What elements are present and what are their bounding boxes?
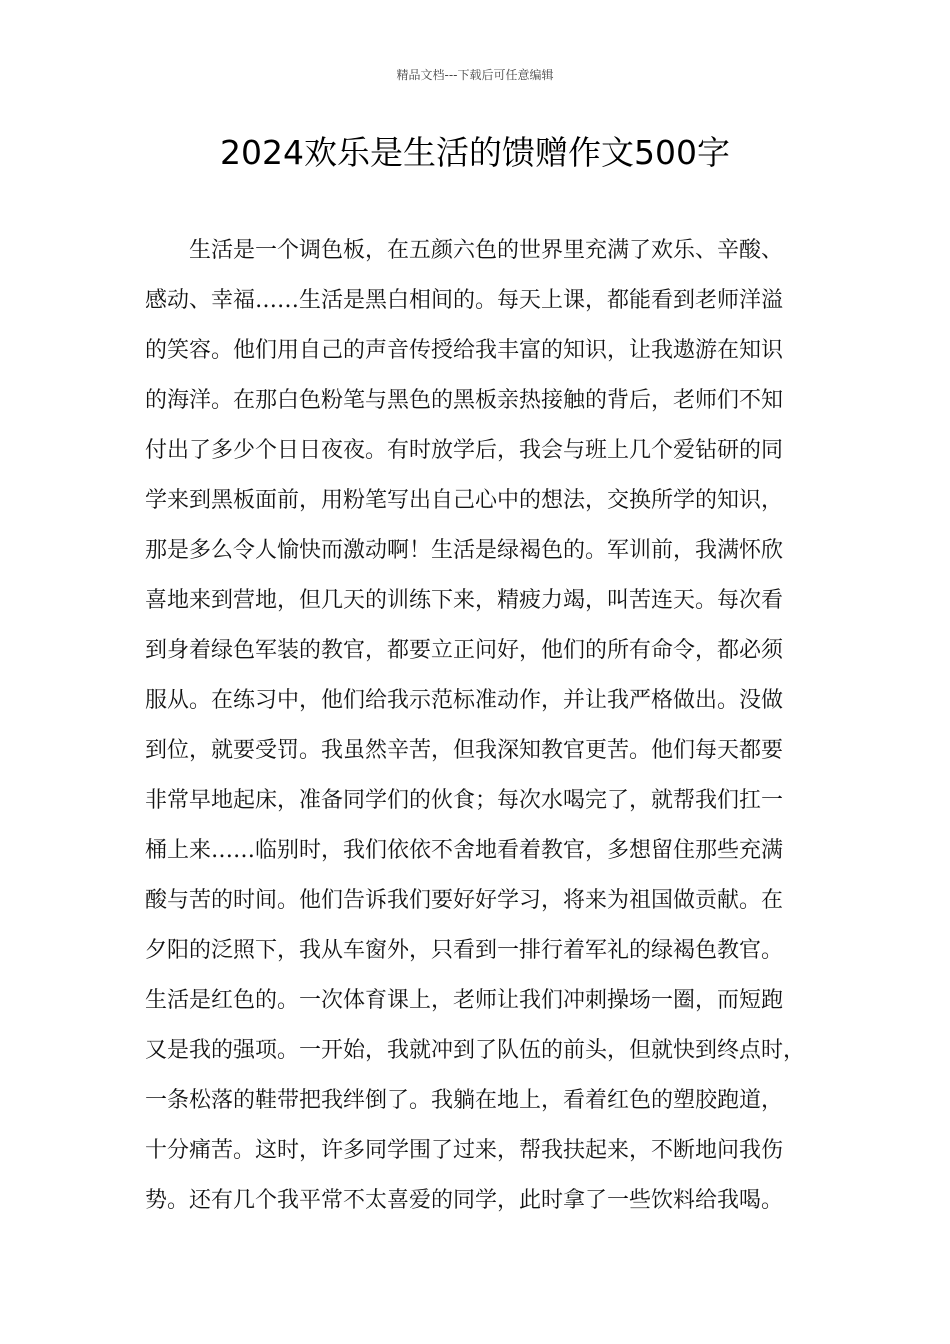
text-line: 的笑容。他们用自己的声音传授给我丰富的知识，让我遨游在知识 — [145, 338, 784, 363]
text-line: 夕阳的泛照下，我从车窗外，只看到一排行着军礼的绿褐色教官。 — [145, 938, 784, 963]
text-line: 桶上来……临别时，我们依依不舍地看着教官，多想留住那些充满 — [145, 838, 784, 863]
text-line: 喜地来到营地，但几天的训练下来，精疲力竭，叫苦连天。每次看 — [145, 588, 784, 613]
text-line: 服从。在练习中，他们给我示范标准动作，并让我严格做出。没做 — [145, 688, 784, 713]
text-line: 付出了多少个日日夜夜。有时放学后，我会与班上几个爱钻研的同 — [145, 438, 784, 463]
text-line: 势。还有几个我平常不太喜爱的同学，此时拿了一些饮料给我喝。 — [145, 1188, 784, 1213]
text-line: 感动、幸福……生活是黑白相间的。每天上课，都能看到老师洋溢 — [145, 288, 784, 313]
text-line: 到身着绿色军装的教官，都要立正问好，他们的所有命令，都必须 — [145, 638, 784, 663]
essay-body — [145, 231, 835, 1231]
text-line: 那是多么令人愉快而激动啊！生活是绿褐色的。军训前，我满怀欣 — [145, 538, 784, 563]
page-title: 2024欢乐是生活的馈赠作文500字 — [220, 133, 730, 172]
page-header: 精品文档---下载后可任意编辑 — [396, 68, 554, 82]
text-line: 酸与苦的时间。他们告诉我们要好好学习，将来为祖国做贡献。在 — [145, 888, 784, 913]
text-line: 到位，就要受罚。我虽然辛苦，但我深知教官更苦。他们每天都要 — [145, 738, 784, 763]
text-line: 十分痛苦。这时，许多同学围了过来，帮我扶起来，不断地问我伤 — [145, 1138, 784, 1163]
text-line: 学来到黑板面前，用粉笔写出自己心中的想法，交换所学的知识， — [145, 488, 784, 513]
text-line: 非常早地起床，准备同学们的伙食；每次水喝完了，就帮我们扛一 — [145, 788, 784, 813]
text-line: 生活是红色的。一次体育课上，老师让我们冲刺操场一圈，而短跑 — [145, 988, 784, 1013]
text-line: 生活是一个调色板，在五颜六色的世界里充满了欢乐、辛酸、 — [189, 238, 784, 263]
text-line: 的海洋。在那白色粉笔与黑色的黑板亲热接触的背后，老师们不知 — [145, 388, 784, 413]
text-line: 又是我的强项。一开始，我就冲到了队伍的前头，但就快到终点时， — [145, 1038, 806, 1063]
text-line: 一条松落的鞋带把我绊倒了。我躺在地上，看着红色的塑胶跑道， — [145, 1088, 784, 1113]
